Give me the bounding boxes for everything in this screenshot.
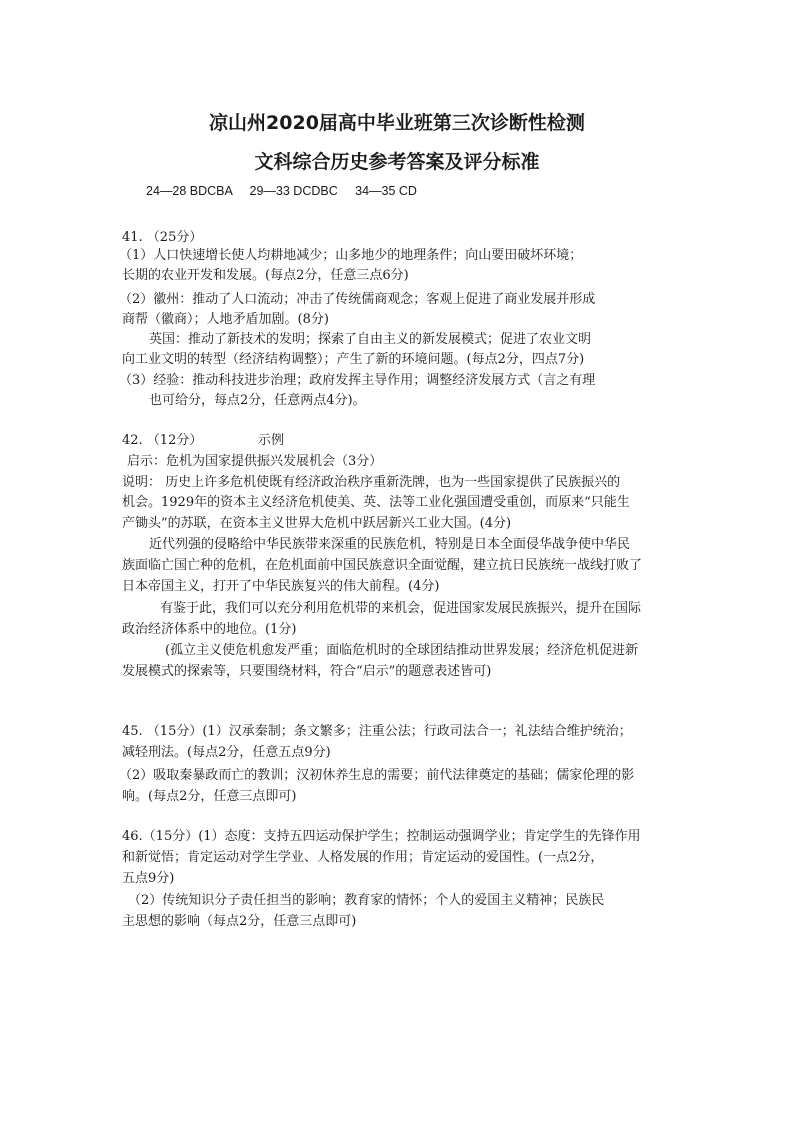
q46-line: 主思想的影响（每点2分，任意三点即可): [122, 914, 357, 929]
q41-line: （1）人口快速增长使人均耕地减少；山多地少的地理条件；向山要田破坏环境；: [119, 248, 583, 263]
q42-line: 启示：危机为国家提供振兴发展机会（3分）: [127, 454, 383, 469]
q45-line: 减轻刑法。(每点2分，任意五点9分): [122, 745, 331, 760]
q45-line: 响。(每点2分，任意三点即可): [122, 789, 297, 804]
q41-line: 长期的农业开发和发展。(每点2分，任意三点6分): [122, 268, 409, 283]
q42-line: 有鉴于此，我们可以充分利用危机带的来机会，促进国家发展民族振兴，提升在国际: [160, 601, 642, 616]
q42-example-label: 示例: [258, 433, 285, 448]
document-subtitle: 文科综合历史参考答案及评分标准: [254, 151, 540, 173]
q41-header: 41. （25分）: [122, 230, 203, 245]
q42-line: 政治经济体系中的地位。(1分): [122, 622, 297, 637]
q46-line: （2）传统知识分子责任担当的影响；教育家的情怀；个人的爱国主义精神；民族民: [128, 893, 605, 908]
q42-line: 机会。1929年的资本主义经济危机使美、英、法等工业化强国遭受重创，而原来“只能生: [122, 495, 630, 510]
q42-line: 说明： 历史上许多危机使既有经济政治秩序重新洗牌，也为一些国家提供了民族振兴的: [122, 475, 621, 490]
q42-line: 族面临亡国亡种的危机，在危机面前中国民族意识全面觉醒，建立抗日民族统一战线打败了: [122, 558, 643, 573]
q42-line: 日本帝国主义，打开了中华民族复兴的伟大前程。(4分): [122, 579, 440, 594]
q41-line: 商帮（徽商）；人地矛盾加剧。(8分): [122, 312, 329, 327]
q42-line: 近代列强的侵略给中华民族带来深重的民族危机，特别是日本全面侵华战争使中华民: [149, 537, 631, 552]
q41-line: 向工业文明的转型（经济结构调整）；产生了新的环境问题。(每点2分，四点7分): [122, 352, 585, 367]
q42-line: (孤立主义使危机愈发严重；面临危机时的全球团结推动世界发展；经济危机促进新: [165, 643, 639, 658]
q46-line: 46.（15分）(1）态度：支持五四运动保护学生；控制运动强调学业；肯定学生的先锋作用: [122, 829, 641, 844]
q46-line: 五点9分): [122, 871, 175, 886]
choice-answers: 24—28 BDCBA 29—33 DCDBC 34—35 CD: [146, 184, 417, 198]
q45-line: 45. （15分）(1）汉承秦制；条文繁多；注重公法；行政司法合一；礼法结合维护统治；: [122, 724, 632, 739]
q42-line: 发展模式的探索等，只要围绕材料，符合“启示”的题意表述皆可): [122, 664, 492, 679]
q42-line: 产锄头”的苏联，在资本主义世界大危机中跃居新兴工业大国。(4分): [122, 516, 512, 531]
q41-line: （2）徽州：推动了人口流动；冲击了传统儒商观念；客观上促进了商业发展并形成: [119, 292, 596, 307]
q41-line: 也可给分，每点2分，任意两点4分)。: [149, 393, 366, 408]
q42-header: 42. （12分）: [122, 433, 203, 448]
document-title: 凉山州2020届高中毕业班第三次诊断性检测: [209, 112, 585, 134]
q45-line: （2）吸取秦暴政而亡的教训；汉初休养生息的需要；前代法律奠定的基础；儒家伦理的影: [119, 768, 635, 783]
q46-line: 和新觉悟；肯定运动对学生学业、人格发展的作用；肯定运动的爱国性。(一点2分，: [122, 850, 604, 865]
q41-line: （3）经验：推动科技进步治理；政府发挥主导作用；调整经济发展方式（言之有理: [119, 373, 596, 388]
q41-line: 英国：推动了新技术的发明；探索了自由主义的新发展模式；促进了农业文明: [149, 332, 592, 347]
